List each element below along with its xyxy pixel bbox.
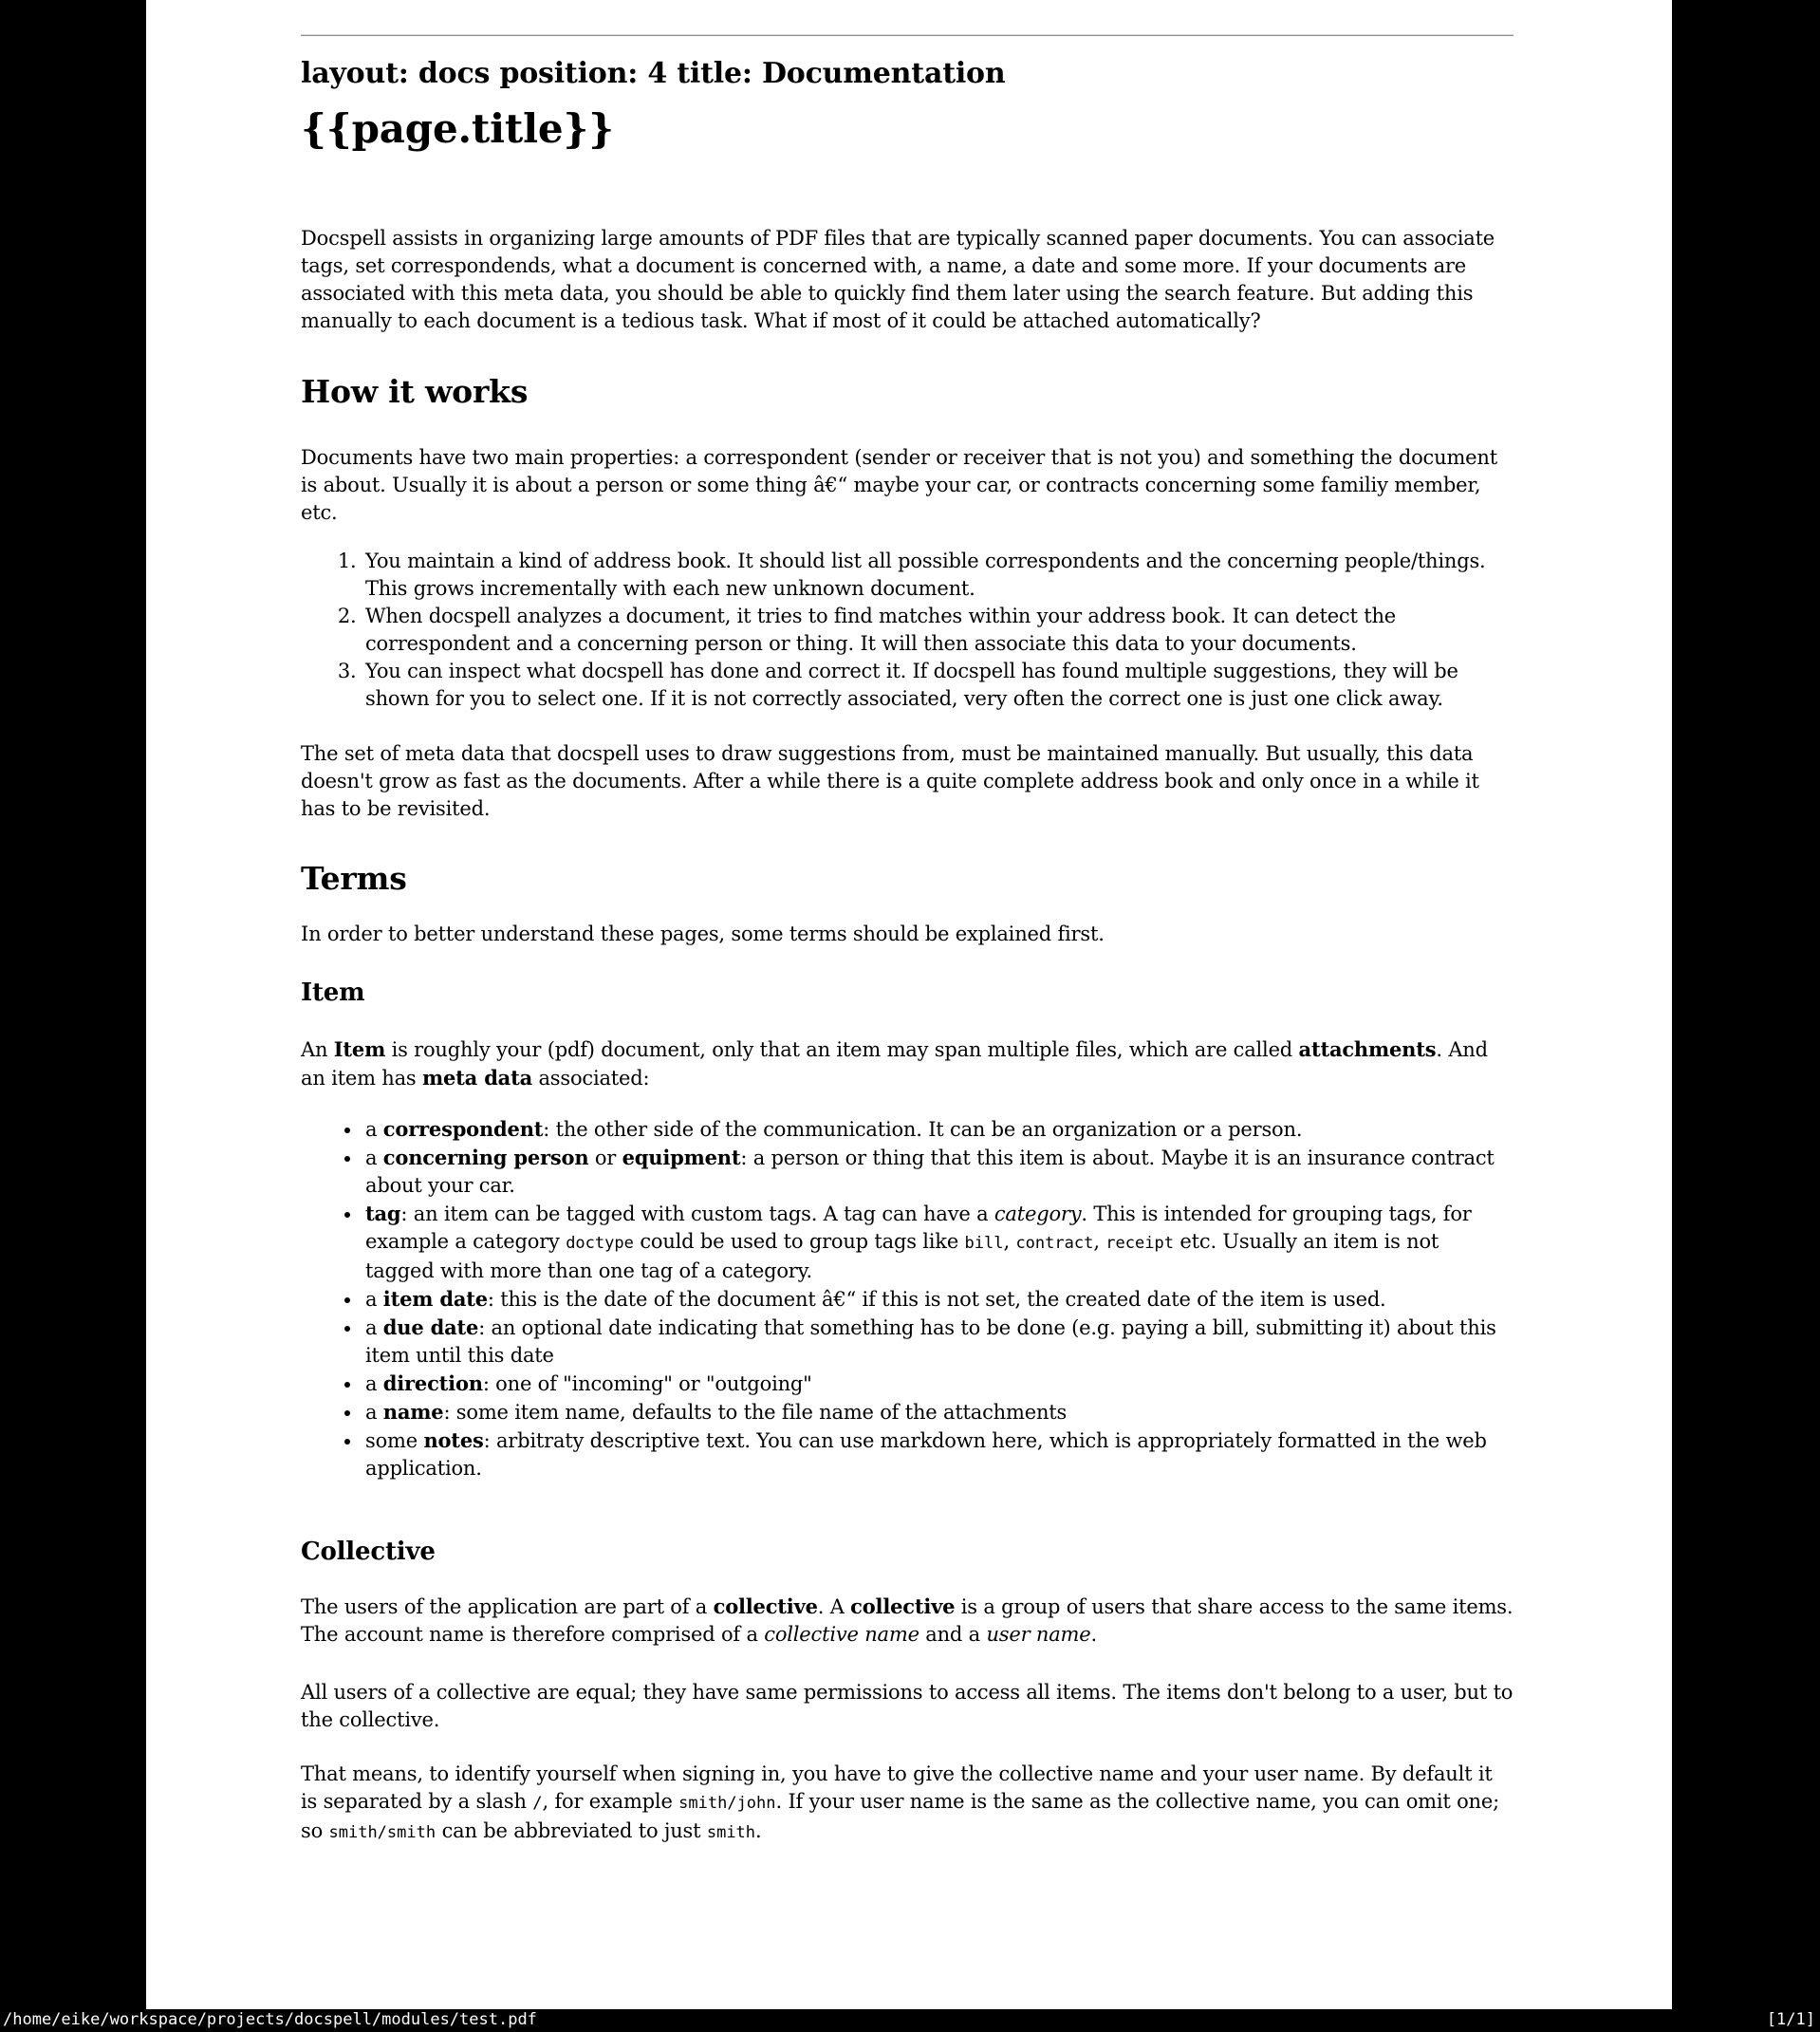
inline-code: smith xyxy=(706,1823,756,1842)
inline-code: smith/smith xyxy=(328,1823,436,1842)
how-it-works-paragraph: Documents have two main properties: a correspondent (sender or receiver that is not you) and something the document is about. Usually it is about a person or some thing â€“ maybe your car, or contracts concerning some familiy member, etc. xyxy=(301,446,1497,524)
statusbar xyxy=(0,2009,1820,2032)
inline-code: contract xyxy=(1015,1234,1094,1253)
list-item-notes: • some notes: arbitraty descriptive text. You can use markdown here, which is appropriately formatted in the web application. xyxy=(362,1426,1514,1482)
statusbar-page-indicator: [1/1] xyxy=(1766,2010,1815,2029)
list-item: 1. You maintain a kind of address book. It should list all possible correspondents and the concerning people/things. This grows incrementally with each new unknown document. xyxy=(362,548,1514,603)
list-item-due-date: • a due date: an optional date indicating that something has to be done (e.g. paying a bill, submitting it) about this item until this date xyxy=(362,1314,1514,1370)
list-item: 3. You can inspect what docspell has done and correct it. If docspell has found multiple suggestions, they will be shown for you to select one. If it is not correctly associated, very often the correct one is just one click away. xyxy=(362,658,1514,713)
page-title: {{page.title}} xyxy=(301,105,614,152)
list-item-tag: • tag: an item can be tagged with custom tags. A tag can have a category. This is intended for grouping tags, for example a category doctype could be used to group tags like bill, contract, receipt etc. Usually an item is not tagged with more than one tag of a category. xyxy=(362,1200,1514,1285)
list-item-item-date: • a item date: this is the date of the document â€“ if this is not set, the created date of the item is used. xyxy=(362,1285,1514,1314)
collective-paragraph-2: All users of a collective are equal; they have same permissions to access all items. The items don't belong to a user, but to the collective. xyxy=(301,1681,1514,1731)
document-content xyxy=(301,0,1514,1847)
intro-paragraph: Docspell assists in organizing large amounts of PDF files that are typically scanned paper documents. You can associate tags, set correspondends, what a document is concerned with, a name, a date and some more. If your documents are associated with this meta data, you should be able to quickly find them later using the search feature. But adding this manually to each document is a tedious task. What if most of it could be attached automatically? xyxy=(301,227,1495,332)
inline-code: receipt xyxy=(1105,1234,1174,1253)
how-it-works-steps xyxy=(301,548,1514,713)
list-item-concerning: • a concerning person or equipment: a person or thing that this item is about. Maybe it is an insurance contract about your car. xyxy=(362,1144,1514,1200)
collective-paragraph-3: That means, to identify yourself when signing in, you have to give the collective name and your user name. By default it is separated by a slash /, for example smith/john. If your user name is the same as the collective name, you can omit one; so smith/smith can be abbreviated to just smith. xyxy=(301,1762,1499,1842)
inline-code: bill xyxy=(964,1234,1004,1253)
list-item-direction: • a direction: one of "incoming" or "outgoing" xyxy=(362,1370,1514,1398)
collective-paragraph-1: The users of the application are part of a collective. A collective is a group of users that share access to the same items. The account name is therefore comprised of a collective name and a user name. xyxy=(301,1594,1514,1646)
meta-heading: layout: docs position: 4 title: Documentation xyxy=(301,57,1006,90)
list-item-name: • a name: some item name, defaults to the file name of the attachments xyxy=(362,1398,1514,1426)
item-meta-data-list xyxy=(301,1115,1514,1482)
heading-how-it-works: How it works xyxy=(301,373,529,410)
inline-code: doctype xyxy=(566,1234,634,1253)
heading-collective: Collective xyxy=(301,1538,436,1566)
meta-data-paragraph: The set of meta data that docspell uses to draw suggestions from, must be maintained manually. But usually, this data doesn't grow as fast as the documents. After a while there is a quite complete address book and only once in a while it has to be revisited. xyxy=(301,742,1479,820)
frontmatter-rule xyxy=(301,34,1514,36)
item-intro-paragraph: An Item is roughly your (pdf) document, only that an item may span multiple files, which are called attachments. And an item has meta data associated: xyxy=(301,1037,1488,1090)
statusbar-file-path: /home/eike/workspace/projects/docspell/modules/test.pdf xyxy=(3,2010,537,2029)
inline-code: smith/john xyxy=(678,1794,776,1813)
list-item-correspondent: • a correspondent: the other side of the communication. It can be an organization or a person. xyxy=(362,1115,1514,1144)
inline-code: / xyxy=(532,1794,543,1813)
document-view[interactable] xyxy=(146,0,1672,2009)
list-item: 2. When docspell analyzes a document, it tries to find matches within your address book. It can detect the correspondent and a concerning person or thing. It will then associate this data to your documents. xyxy=(362,603,1514,658)
heading-terms: Terms xyxy=(301,860,407,897)
terms-intro-paragraph: In order to better understand these pages, some terms should be explained first. xyxy=(301,923,1105,945)
heading-item: Item xyxy=(301,979,365,1007)
